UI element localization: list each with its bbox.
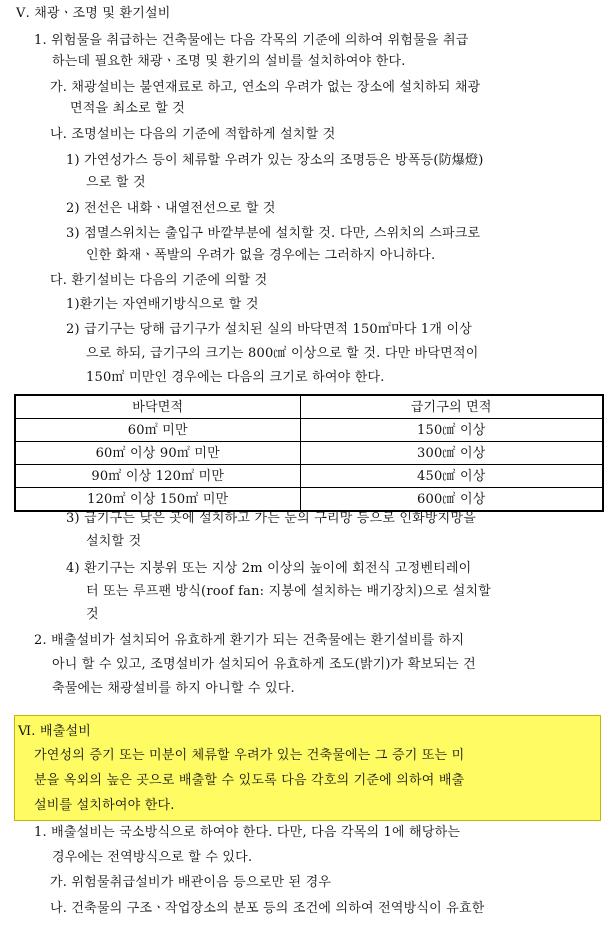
item-na-2: 2) 전선은 내화ㆍ내열전선으로 할 것 [66, 201, 276, 216]
table-header-intake-area: 급기구의 면적 [300, 395, 603, 419]
item-6-1-ga: 가. 위험물취급설비가 배관이음 등으로만 된 경우 [50, 875, 332, 890]
item-da-1: 1)환기는 자연배기방식으로 할 것 [66, 297, 259, 312]
intake-area-table [14, 394, 604, 512]
item-na-1-line-1: 1) 가연성가스 등이 체류할 우려가 있는 장소의 조명등은 방폭등(防爆燈) [66, 153, 484, 168]
table-header-row [15, 395, 603, 419]
table-cell: 60㎡ 미만 [15, 419, 300, 442]
item-2-line-3: 축물에는 채광설비를 하지 아니할 수 있다. [52, 681, 295, 696]
table-row [15, 419, 603, 442]
table-cell: 450㎠ 이상 [300, 465, 603, 488]
item-6-1-line-1: 1. 배출설비는 국소방식으로 하여야 한다. 다만, 다음 각목의 1에 해당하는 [34, 825, 461, 840]
table-cell: 600㎠ 이상 [300, 488, 603, 512]
section-heading-6: Ⅵ. 배출설비 [18, 724, 91, 739]
item-6-1-line-2: 경우에는 전역방식으로 할 수 있다. [52, 850, 253, 865]
item-1-line-2: 하는데 필요한 채광ㆍ조명 및 환기의 설비를 설치하여야 한다. [52, 54, 406, 69]
item-6-1-na: 나. 건축물의 구조ㆍ작업장소의 분포 등의 조건에 의하여 전역방식이 유효한 [50, 901, 485, 916]
item-1-line-1: 1. 위험물을 취급하는 건축물에는 다음 각목의 기준에 의하여 위험물을 취급 [34, 33, 469, 48]
table-row [15, 442, 603, 465]
highlight-para-line-1: 가연성의 증기 또는 미분이 체류할 우려가 있는 건축물에는 그 증기 또는 미 [34, 748, 465, 763]
table-cell: 300㎠ 이상 [300, 442, 603, 465]
item-da-2-line-2: 으로 하되, 급기구의 크기는 800㎠ 이상으로 할 것. 다만 바닥면적이 [86, 346, 479, 361]
table-row [15, 465, 603, 488]
section-heading-5: Ⅴ. 채광ㆍ조명 및 환기설비 [16, 6, 171, 21]
item-2-line-1: 2. 배출설비가 설치되어 유효하게 환기가 되는 건축물에는 환기설비를 하지 [34, 633, 465, 648]
item-na-3-line-2: 인한 화재ㆍ폭발의 우려가 없을 경우에는 그러하지 아니하다. [86, 248, 436, 263]
item-2-line-2: 아니 할 수 있고, 조명설비가 설치되어 유효하게 조도(밝기)가 확보되는 건 [52, 657, 476, 672]
table-cell: 60㎡ 이상 90㎡ 미만 [15, 442, 300, 465]
item-da-4-line-3: 것 [86, 607, 99, 622]
item-da-4-line-1: 4) 환기구는 지붕위 또는 지상 2m 이상의 높이에 회전식 고정벤티레이 [66, 561, 472, 576]
table-cell: 150㎠ 이상 [300, 419, 603, 442]
item-da-3-line-2: 설치할 것 [86, 534, 142, 549]
table-cell: 120㎡ 이상 150㎡ 미만 [15, 488, 300, 512]
item-da-2-line-3: 150㎡ 미만인 경우에는 다음의 크기로 하여야 한다. [86, 370, 385, 385]
highlight-para-line-2: 분을 옥외의 높은 곳으로 배출할 수 있도록 다음 각호의 기준에 의하여 배출 [34, 773, 465, 788]
item-da-4-line-2: 터 또는 루프팬 방식(roof fan: 지붕에 설치하는 배기장치)으로 설치할 [86, 584, 491, 599]
item-da-2-line-1: 2) 급기구는 당해 급기구가 설치된 실의 바닥면적 150㎡마다 1개 이상 [66, 322, 473, 337]
table-row [15, 488, 603, 512]
item-da-3-line-1: 3) 급기구는 낮은 곳에 설치하고 가는 눈의 구리망 등으로 인화방지망을 [66, 511, 476, 526]
table-header-floor-area: 바닥면적 [15, 395, 300, 419]
item-na-3-line-1: 3) 점멸스위치는 출입구 바깥부분에 설치할 것. 다만, 스위치의 스파크로 [66, 226, 481, 241]
item-na: 나. 조명설비는 다음의 기준에 적합하게 설치할 것 [50, 127, 336, 142]
table-cell: 90㎡ 이상 120㎡ 미만 [15, 465, 300, 488]
item-ga-line-2: 면적을 최소로 할 것 [70, 101, 186, 116]
highlight-para-line-3: 설비를 설치하여야 한다. [34, 798, 175, 813]
item-na-1-line-2: 으로 할 것 [86, 175, 146, 190]
item-da: 다. 환기설비는 다음의 기준에 의할 것 [50, 273, 268, 288]
item-ga-line-1: 가. 채광설비는 불연재료로 하고, 연소의 우려가 없는 장소에 설치하되 채광 [50, 80, 481, 95]
